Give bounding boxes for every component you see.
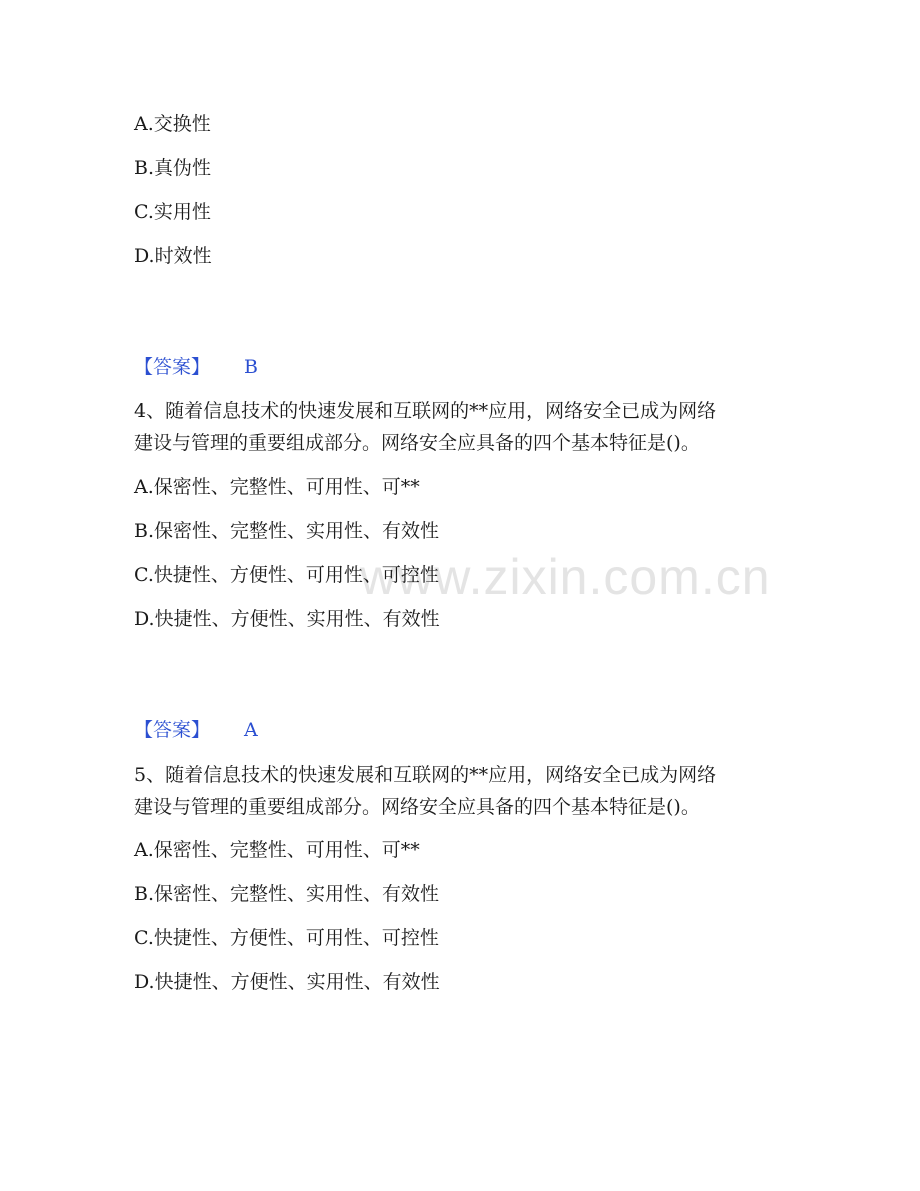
watermark: www.zixin.com.cn [360, 549, 771, 605]
q3-option-c: C.实用性 [134, 201, 211, 223]
q4-option-b: B.保密性、完整性、实用性、有效性 [134, 520, 440, 542]
answer-label: 【答案】 [134, 719, 211, 741]
q3-option-d: D.时效性 [134, 245, 212, 267]
q4-option-a: A.保密性、完整性、可用性、可** [134, 476, 420, 498]
answer-label: 【答案】 [134, 356, 211, 378]
q5-stem-line-2: 建设与管理的重要组成部分。网络安全应具备的四个基本特征是()。 [134, 796, 700, 818]
q3-option-b: B.真伪性 [134, 157, 212, 179]
q5-stem-line-1: 5、随着信息技术的快速发展和互联网的**应用，网络安全已成为网络 [134, 764, 717, 786]
q5-option-d: D.快捷性、方便性、实用性、有效性 [134, 971, 440, 993]
q4-option-d: D.快捷性、方便性、实用性、有效性 [134, 608, 440, 630]
q3-answer [134, 355, 258, 379]
q5-option-b: B.保密性、完整性、实用性、有效性 [134, 883, 440, 905]
q4-stem-line-1: 4、随着信息技术的快速发展和互联网的**应用，网络安全已成为网络 [134, 400, 717, 422]
q5-option-a: A.保密性、完整性、可用性、可** [134, 839, 420, 861]
q3-option-a: A.交换性 [134, 113, 211, 135]
answer-value: B [244, 356, 258, 378]
q4-answer [134, 718, 258, 742]
q5-option-c: C.快捷性、方便性、可用性、可控性 [134, 927, 439, 949]
q4-stem-line-2: 建设与管理的重要组成部分。网络安全应具备的四个基本特征是()。 [134, 432, 700, 454]
q4-option-c: C.快捷性、方便性、可用性、可控性 [134, 564, 439, 586]
answer-value: A [244, 719, 258, 741]
